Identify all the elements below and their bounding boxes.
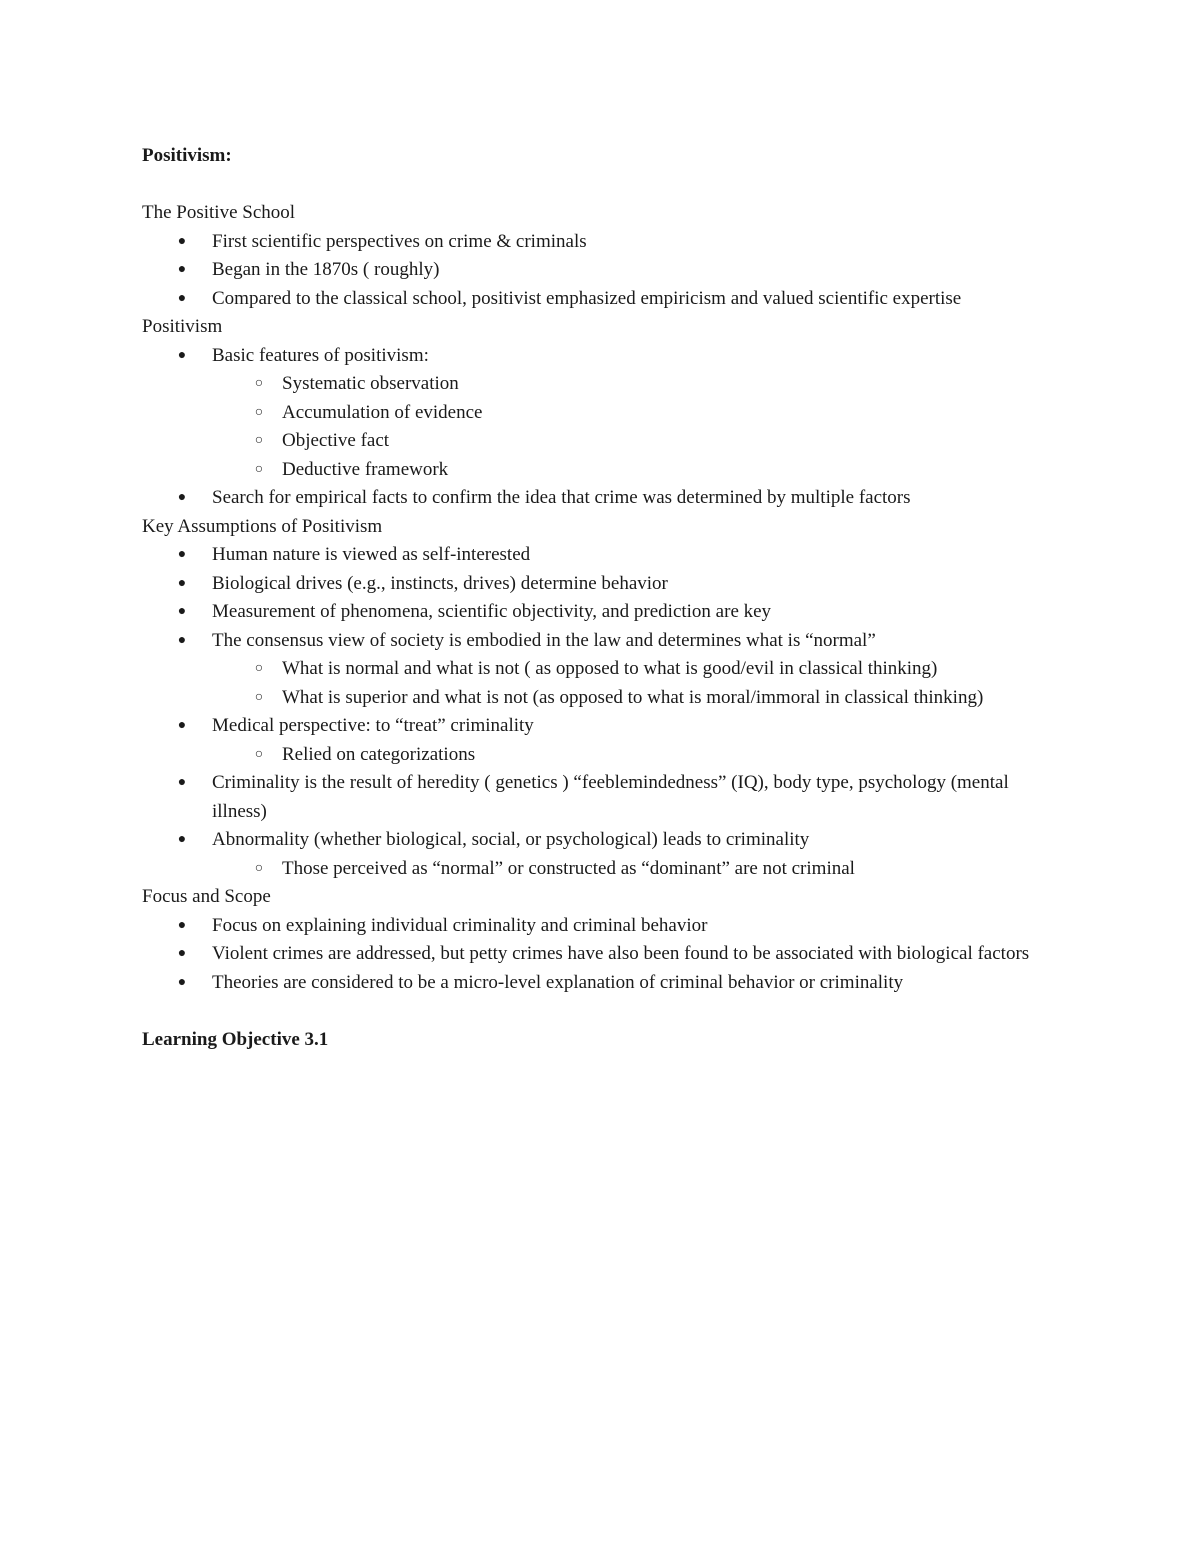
bullet-list: [142, 228, 1062, 314]
sub-list-item-text: Objective fact: [282, 430, 390, 451]
list-item-text: Compared to the classical school, positivist emphasized empiricism and valued scientific expertise: [212, 287, 962, 309]
sub-list-item-text: Deductive framework: [282, 458, 449, 480]
list-item-text: Focus on explaining individual criminality and criminal behavior: [212, 914, 708, 936]
list-item: [142, 940, 1062, 969]
list-item-text: Basic features of positivism:: [212, 344, 429, 366]
filled-bullet-icon: ●: [177, 775, 187, 790]
list-item: [142, 826, 1062, 883]
list-item-text: Medical perspective: to “treat” criminality: [212, 715, 534, 736]
sub-list-item: [212, 370, 1062, 399]
list-item-text: Human nature is viewed as self-interested: [212, 544, 531, 565]
section-label: Positivism: [142, 316, 223, 337]
sub-list-item: [212, 741, 1062, 770]
sub-list-item-text: Relied on categorizations: [282, 743, 476, 765]
list-item: [142, 712, 1062, 769]
hollow-bullet-icon: ○: [254, 689, 264, 705]
filled-bullet-icon: ●: [177, 290, 187, 306]
filled-bullet-icon: ●: [177, 632, 187, 648]
list-item-text: Theories are considered to be a micro-level explanation of criminal behavior or criminality: [212, 971, 904, 993]
sub-list-item: [212, 399, 1062, 428]
learning-objective-heading: Learning Objective 3.1: [142, 1028, 329, 1050]
filled-bullet-icon: ●: [177, 547, 187, 562]
filled-bullet-icon: ●: [177, 575, 187, 591]
hollow-bullet-icon: ○: [254, 433, 264, 448]
filled-bullet-icon: ●: [177, 347, 187, 363]
list-item-text: Biological drives (e.g., instincts, drives) determine behavior: [212, 572, 668, 594]
hollow-bullet-icon: ○: [254, 376, 264, 391]
sub-list-item-text: What is normal and what is not ( as opposed to what is good/evil in classical thinking): [282, 658, 938, 679]
hollow-bullet-icon: ○: [254, 404, 264, 420]
list-item: [142, 912, 1062, 941]
sub-bullet-list: [212, 655, 1062, 712]
section-label: Key Assumptions of Positivism: [142, 515, 383, 537]
list-item: [142, 969, 1062, 998]
hollow-bullet-icon: ○: [254, 746, 264, 762]
sub-bullet-list: [212, 370, 1062, 484]
bullet-list: [142, 912, 1062, 998]
filled-bullet-icon: ●: [177, 233, 187, 249]
page-title: Positivism:: [142, 145, 232, 166]
bullet-list: [142, 541, 1062, 883]
sub-list-item: [212, 684, 1062, 713]
list-item-text: Measurement of phenomena, scientific objectivity, and prediction are key: [212, 601, 772, 622]
sections-container: [142, 199, 1062, 997]
list-item-text: First scientific perspectives on crime & criminals: [212, 230, 587, 252]
list-item: [142, 342, 1062, 485]
list-item: [142, 570, 1062, 599]
section-label: The Positive School: [142, 202, 296, 223]
sub-list-item: [212, 855, 1062, 884]
filled-bullet-icon: ●: [177, 974, 187, 990]
list-item: [142, 598, 1062, 627]
sub-list-item-text: Those perceived as “normal” or constructed as “dominant” are not criminal: [282, 857, 855, 879]
list-item: [142, 228, 1062, 257]
list-item-text: Began in the 1870s ( roughly): [212, 259, 440, 280]
list-item: [142, 256, 1062, 285]
sub-bullet-list: [212, 741, 1062, 770]
sub-list-item-text: Systematic observation: [282, 373, 459, 394]
list-item-text: Violent crimes are addressed, but petty crimes have also been found to be associated with biological factors: [212, 943, 1030, 964]
filled-bullet-icon: ●: [177, 490, 187, 505]
list-item: [142, 285, 1062, 314]
hollow-bullet-icon: ○: [254, 661, 264, 676]
filled-bullet-icon: ●: [177, 604, 187, 619]
list-item-text: Search for empirical facts to confirm the idea that crime was determined by multiple factors: [212, 487, 911, 508]
document-body: [142, 142, 1062, 1054]
filled-bullet-icon: ●: [177, 946, 187, 961]
filled-bullet-icon: ●: [177, 718, 187, 733]
sub-list-item-text: Accumulation of evidence: [282, 401, 483, 423]
spacer: [142, 997, 1062, 1026]
list-item-text: The consensus view of society is embodied in the law and determines what is “normal”: [212, 629, 876, 651]
list-item: [142, 541, 1062, 570]
sub-bullet-list: [212, 855, 1062, 884]
sub-list-item-text: What is superior and what is not (as opposed to what is moral/immoral in classical thinking): [282, 686, 984, 708]
list-item-text: Abnormality (whether biological, social, or psychological) leads to criminality: [212, 829, 810, 850]
filled-bullet-icon: ●: [177, 832, 187, 847]
sub-list-item: [212, 427, 1062, 456]
filled-bullet-icon: ●: [177, 917, 187, 933]
list-item: [142, 484, 1062, 513]
list-item-text: Criminality is the result of heredity ( genetics ) “feeblemindedness” (IQ), body type, psychology (mental illness): [212, 772, 1009, 822]
section-label: Focus and Scope: [142, 886, 271, 907]
hollow-bullet-icon: ○: [254, 461, 264, 477]
sub-list-item: [212, 456, 1062, 485]
filled-bullet-icon: ●: [177, 262, 187, 277]
bullet-list: [142, 342, 1062, 513]
spacer: [142, 171, 1062, 200]
list-item: [142, 769, 1062, 826]
sub-list-item: [212, 655, 1062, 684]
hollow-bullet-icon: ○: [254, 860, 264, 876]
list-item: [142, 627, 1062, 713]
